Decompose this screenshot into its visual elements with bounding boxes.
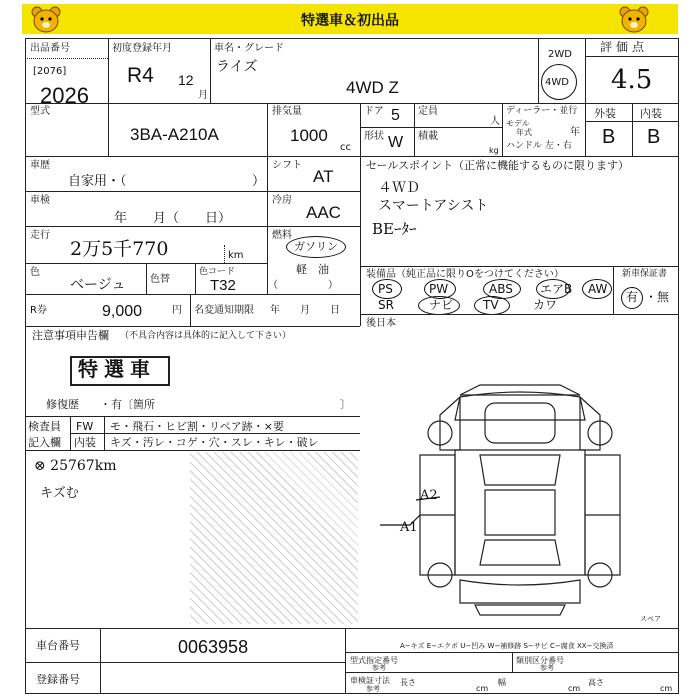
lot-label: 出品番号: [30, 43, 70, 54]
score-label: 評価点: [600, 40, 649, 54]
fuel-label: 燃料: [272, 230, 292, 241]
ac-value: AAC: [306, 203, 341, 222]
color-code: T32: [210, 277, 236, 294]
model-label: 型式: [30, 106, 50, 117]
size-width-unit: cm: [568, 684, 581, 693]
special-stamp-text: 特選車: [78, 359, 156, 381]
ext-grade: B: [602, 126, 616, 148]
score-value: 4.5: [611, 65, 653, 95]
checker-row1-label: 検査員: [28, 420, 61, 433]
memo-line-2: キズむ: [40, 486, 79, 501]
first-reg-label: 初度登録年月: [112, 43, 172, 54]
chassis-number: 0063958: [178, 637, 249, 657]
capacity-unit: 人: [490, 116, 500, 127]
recycle-label: R券: [30, 305, 47, 316]
repair-value: ・有〔箇所: [100, 398, 155, 411]
color-value: ベージュ: [70, 277, 126, 293]
shift-label: シフト: [272, 160, 302, 171]
damage-mark-a1: A1: [400, 520, 418, 535]
eq-tv-circle: [474, 296, 510, 315]
checker-interior: 内装: [74, 436, 96, 449]
eq-aw: AW: [588, 282, 608, 296]
warranty-yes: 有: [626, 290, 639, 304]
equipment-label: 装備品（純正品に限りOをつけてください）: [366, 269, 564, 280]
ac-label: 冷房: [272, 195, 292, 206]
eq-leather: カワ: [533, 298, 558, 312]
fuel-paren: （ ）: [268, 280, 338, 291]
load-label: 積載: [418, 131, 438, 142]
disp-label: 排気量: [272, 106, 302, 117]
car-name-label: 車名・グレード: [214, 43, 284, 54]
notes-sub: （不具合内容は具体的に記入して下さい）: [120, 331, 292, 341]
class-no-label: 類別区分番号: [516, 656, 564, 665]
color-change-label: 色替: [150, 274, 170, 285]
damage-mark-a2: A2: [420, 488, 438, 503]
color-code-label: 色コード: [199, 267, 236, 277]
capacity-label: 定員: [418, 106, 438, 117]
warranty-label: 新車保証書: [622, 269, 668, 279]
reg-label: 登録番号: [36, 673, 80, 686]
name-change-label: 名変通知期限: [194, 305, 254, 316]
sales-label: セールスポイント（正常に機能するものに限ります）: [366, 159, 630, 172]
type-no-label: 型式指定番号: [350, 656, 398, 665]
name-change-value: 年 月 日: [270, 305, 340, 316]
model-code: 3BA-A210A: [130, 125, 219, 144]
eq-tv: TV: [483, 298, 499, 312]
eq-navi: ナビ: [429, 298, 454, 312]
memo-line-1: ⊗ 25767km: [34, 458, 117, 474]
ext-label: 外装: [594, 107, 616, 120]
inspect-value: 年 月（ 日）: [114, 211, 232, 226]
sales-item-2: スマートアシスト: [378, 197, 489, 213]
mileage-label: 走行: [30, 230, 50, 241]
eq-pw: PW: [429, 282, 449, 296]
repair-close: 〕: [340, 398, 351, 411]
eq-airbag-circle: [536, 279, 573, 299]
first-reg-month: 12: [178, 72, 194, 88]
front-bumper: [460, 385, 580, 395]
checker-fw-items: モ・飛石・ヒビ割・リペア跡・×要: [110, 420, 284, 433]
eq-navi-circle: [418, 296, 460, 315]
warranty-no: ・無: [645, 290, 670, 304]
shape-label: 形状: [364, 131, 384, 142]
first-reg-month-unit: 月: [198, 90, 208, 101]
checker-fw: FW: [76, 420, 94, 433]
type-no-ref: 参考: [372, 664, 386, 672]
mileage-value: 2万5千770: [70, 238, 169, 260]
model-year-label2: 年式: [516, 128, 532, 137]
header-title: 特選車＆初出品: [301, 13, 399, 29]
door-label: ドア: [364, 106, 384, 117]
chassis-label: 車台番号: [36, 639, 80, 652]
first-reg-year: R4: [127, 64, 154, 87]
displacement: 1000: [290, 126, 328, 145]
eq-ps-circle: [372, 279, 402, 299]
size-width: 幅: [498, 678, 506, 687]
size-length: 長さ: [400, 678, 416, 687]
size-ref: 参考: [366, 685, 380, 693]
model-year-label: モデル: [506, 119, 530, 128]
disp-unit: cc: [340, 142, 351, 153]
checker-interior-items: キズ・汚レ・コゲ・穴・スレ・キレ・破レ: [110, 436, 319, 449]
recycle-value: 9,000: [102, 303, 143, 320]
lot-number: 2026: [40, 83, 89, 108]
size-label: 車検証寸法: [350, 676, 390, 685]
car-name: ライズ: [216, 59, 258, 75]
model-year-unit: 年: [570, 127, 580, 138]
drive-4wd: 4WD: [545, 77, 569, 88]
history-value: 自家用・（: [68, 174, 127, 189]
history-label: 車歴: [30, 160, 50, 171]
body-shape: W: [388, 134, 404, 151]
sales-item-1: ４ＷＤ: [378, 179, 420, 195]
repair-label: 修復歴: [46, 398, 79, 411]
handle-label: ハンドル 左・右: [506, 141, 572, 151]
lot-sub: [2076]: [33, 66, 67, 77]
fuel-alt: 軽 油: [296, 263, 329, 276]
mileage-unit: km: [228, 250, 244, 261]
sales-handwritten: BEｰﾀｰ: [372, 220, 417, 238]
class-no-ref: 参考: [540, 664, 554, 672]
notes-label: 注意事項申告欄: [32, 329, 109, 342]
eq-abs: ABS: [489, 282, 513, 296]
eq-aw-circle: [582, 279, 612, 299]
history-close: ）: [252, 174, 266, 189]
recycle-unit: 円: [172, 305, 182, 316]
dealer-label: ディーラー・並行: [506, 106, 578, 116]
memo-hatch: [190, 452, 358, 624]
eq-ps: PS: [378, 282, 393, 296]
checker-row2-label: 記入欄: [28, 436, 61, 449]
load-unit: kg: [489, 146, 499, 155]
size-length-unit: cm: [476, 684, 489, 693]
damage-legend: A−キズ E−エクボ U−凹み W−補修跡 S−サビ C−腐食 XX−交換済: [400, 642, 614, 650]
shift-value: AT: [313, 167, 334, 186]
size-height-unit: cm: [660, 684, 673, 693]
diagram-label: 後日本: [366, 318, 396, 329]
fuel-value: ガソリン: [294, 240, 338, 253]
drive-2wd: 2WD: [548, 49, 572, 60]
int-label: 内装: [640, 107, 662, 120]
inspect-label: 車検: [30, 195, 50, 206]
spare-label: スペア: [640, 615, 661, 623]
color-label: 色: [30, 267, 40, 278]
car-grade: 4WD Z: [346, 78, 399, 97]
eq-airbag: エアB: [540, 282, 573, 296]
door-count: 5: [391, 107, 400, 124]
int-grade: B: [647, 126, 661, 148]
eq-sr: SR: [378, 298, 394, 312]
size-height: 高さ: [588, 678, 604, 687]
